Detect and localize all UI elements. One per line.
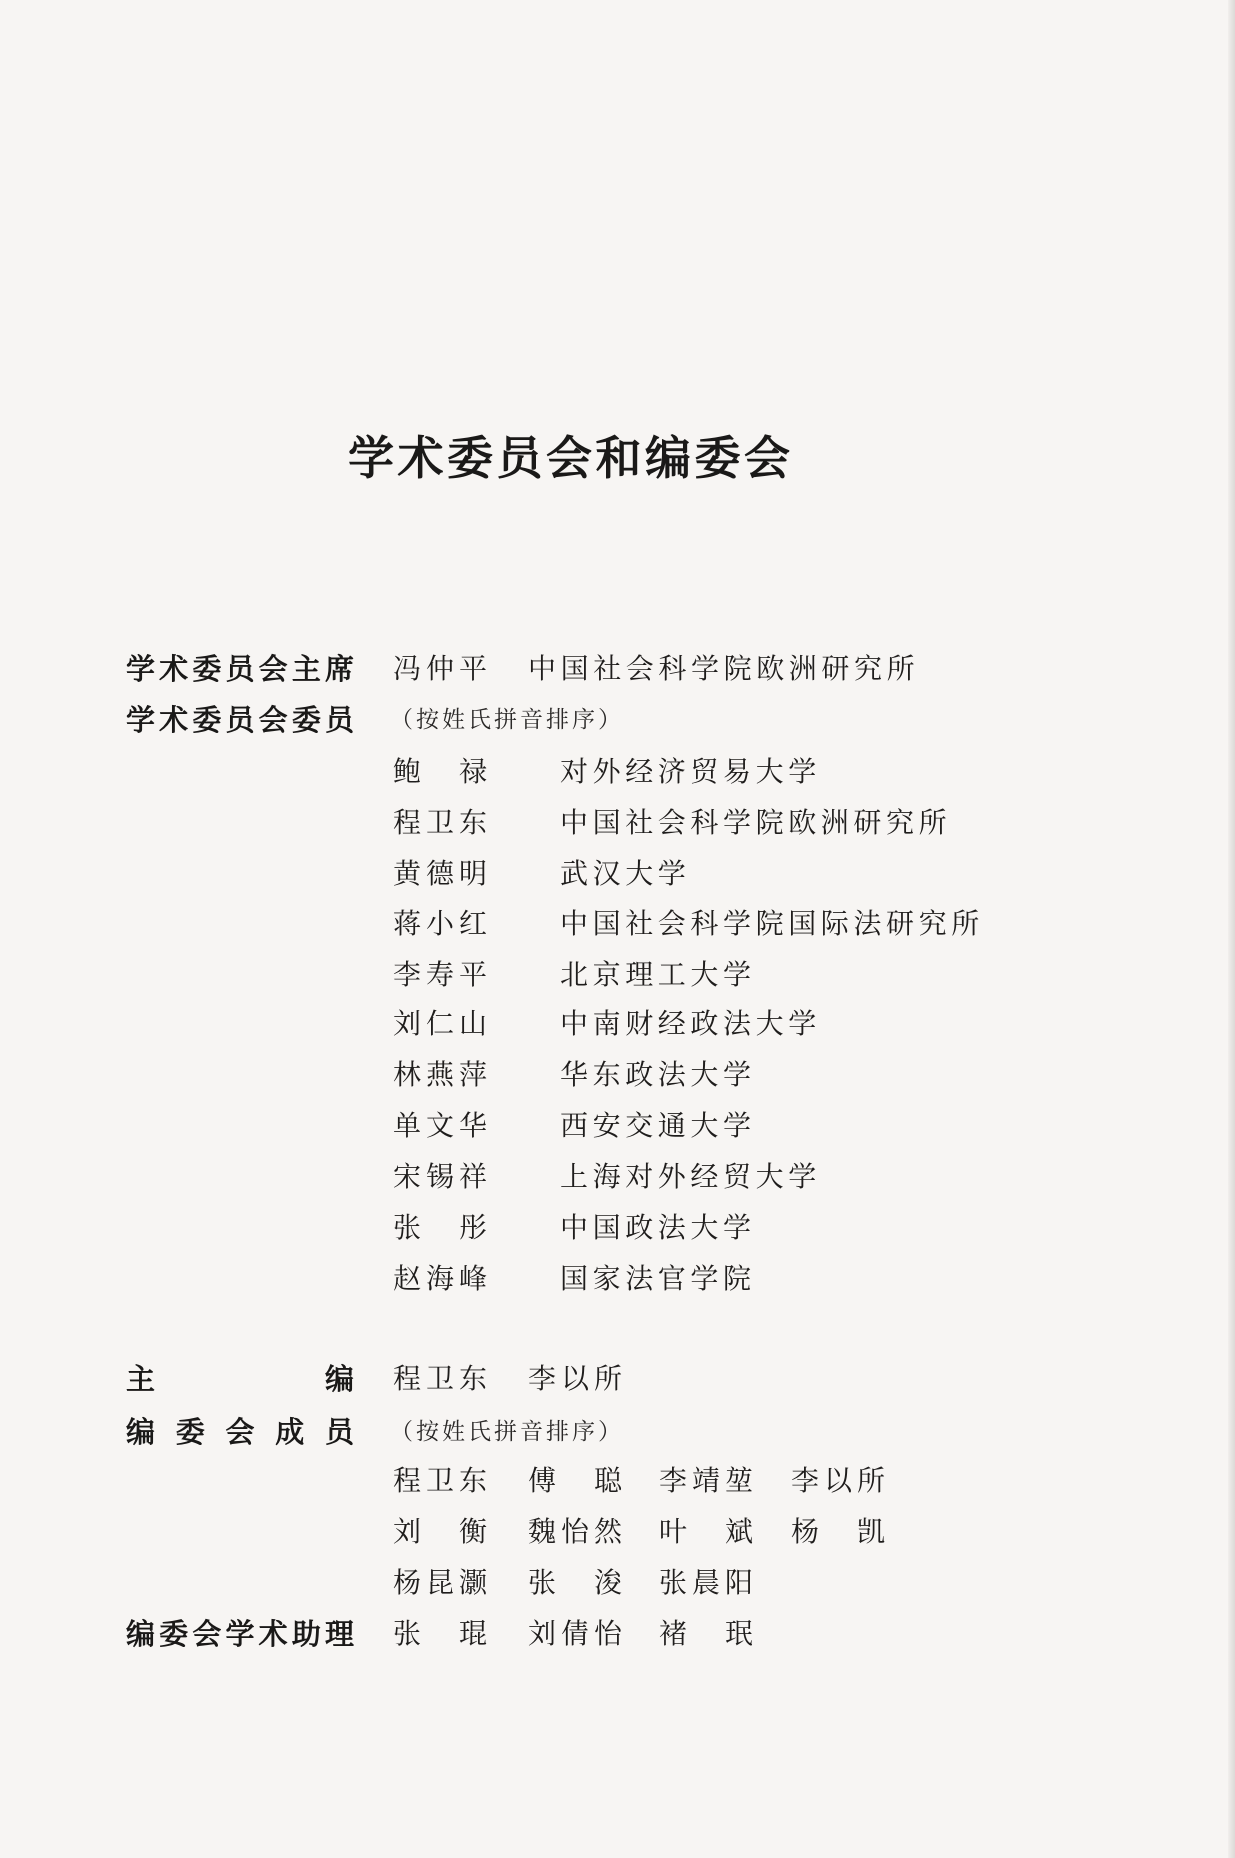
editor-in-chief-row [0,1359,1235,1399]
member-affiliation: 国家法官学院 [560,1262,756,1295]
assistant-name: 褚 珉 [659,1617,753,1650]
editorial-members-note: （按姓氏拼音排序） [390,1419,624,1445]
member-affiliation: 中国社会科学院欧洲研究所 [560,806,952,839]
editorial-members-header [0,1412,1235,1452]
editorial-member-name: 杨 凯 [791,1515,885,1548]
assistant-name: 张 琨 [393,1617,487,1650]
member-name: 刘仁山 [393,1007,487,1040]
committee-member-row [0,854,1235,894]
editorial-member-name: 叶 斌 [659,1515,753,1548]
member-name: 蒋小红 [393,907,487,940]
committee-member-row [0,752,1235,792]
member-affiliation: 武汉大学 [560,857,691,890]
assistant-row [0,1614,1235,1654]
committee-member-row [0,1004,1235,1044]
editorial-member-row [0,1563,1235,1603]
committee-member-row [0,1055,1235,1095]
member-affiliation: 中国政法大学 [560,1211,756,1244]
member-name: 赵海峰 [393,1262,487,1295]
committee-member-row [0,904,1235,944]
editor-name: 程卫东 [393,1362,487,1395]
member-affiliation: 中国社会科学院国际法研究所 [560,907,984,940]
member-name: 单文华 [393,1109,487,1142]
editor-name: 李以所 [528,1362,622,1395]
chair-affiliation: 中国社会科学院欧洲研究所 [528,652,920,685]
member-name: 李寿平 [393,958,487,991]
editorial-member-name: 李以所 [791,1464,885,1497]
member-affiliation: 西安交通大学 [560,1109,756,1142]
editorial-member-name: 傅 聪 [528,1464,622,1497]
editorial-member-row [0,1512,1235,1552]
member-name: 鲍 禄 [393,755,487,788]
assistant-name: 刘倩怡 [528,1617,622,1650]
chair-label: 学术委员会主席 [126,652,354,686]
editorial-member-name: 李靖堃 [659,1464,753,1497]
editorial-member-name: 魏怡然 [528,1515,622,1548]
committee-member-row [0,1259,1235,1299]
editorial-member-name: 张 浚 [528,1566,622,1599]
committee-member-row [0,1157,1235,1197]
page-title: 学术委员会和编委会 [348,431,794,485]
editorial-member-name: 杨昆灏 [393,1566,487,1599]
member-affiliation: 上海对外经贸大学 [560,1160,821,1193]
chair-row [0,649,1235,689]
committee-member-row [0,1208,1235,1248]
member-affiliation: 对外经济贸易大学 [560,755,821,788]
chair-name: 冯仲平 [393,652,487,685]
member-name: 宋锡祥 [393,1160,487,1193]
committee-member-row [0,1106,1235,1146]
member-name: 张 彤 [393,1211,487,1244]
member-affiliation: 北京理工大学 [560,958,756,991]
editorial-member-row [0,1461,1235,1501]
member-name: 程卫东 [393,806,487,839]
committee-member-row [0,803,1235,843]
member-name: 林燕萍 [393,1058,487,1091]
member-affiliation: 中南财经政法大学 [560,1007,821,1040]
member-affiliation: 华东政法大学 [560,1058,756,1091]
committee-member-row [0,955,1235,995]
assistant-label: 编委会学术助理 [126,1617,354,1651]
editorial-member-name: 张晨阳 [659,1566,753,1599]
editor-in-chief-label: 主 编 [126,1362,354,1396]
committee-members-label: 学术委员会委员 [126,703,354,737]
committee-members-note: （按姓氏拼音排序） [390,707,624,733]
committee-members-header [0,700,1235,740]
editorial-member-name: 程卫东 [393,1464,487,1497]
editorial-members-label: 编 委 会 成 员 [126,1415,354,1449]
member-name: 黄德明 [393,857,487,890]
editorial-member-name: 刘 衡 [393,1515,487,1548]
